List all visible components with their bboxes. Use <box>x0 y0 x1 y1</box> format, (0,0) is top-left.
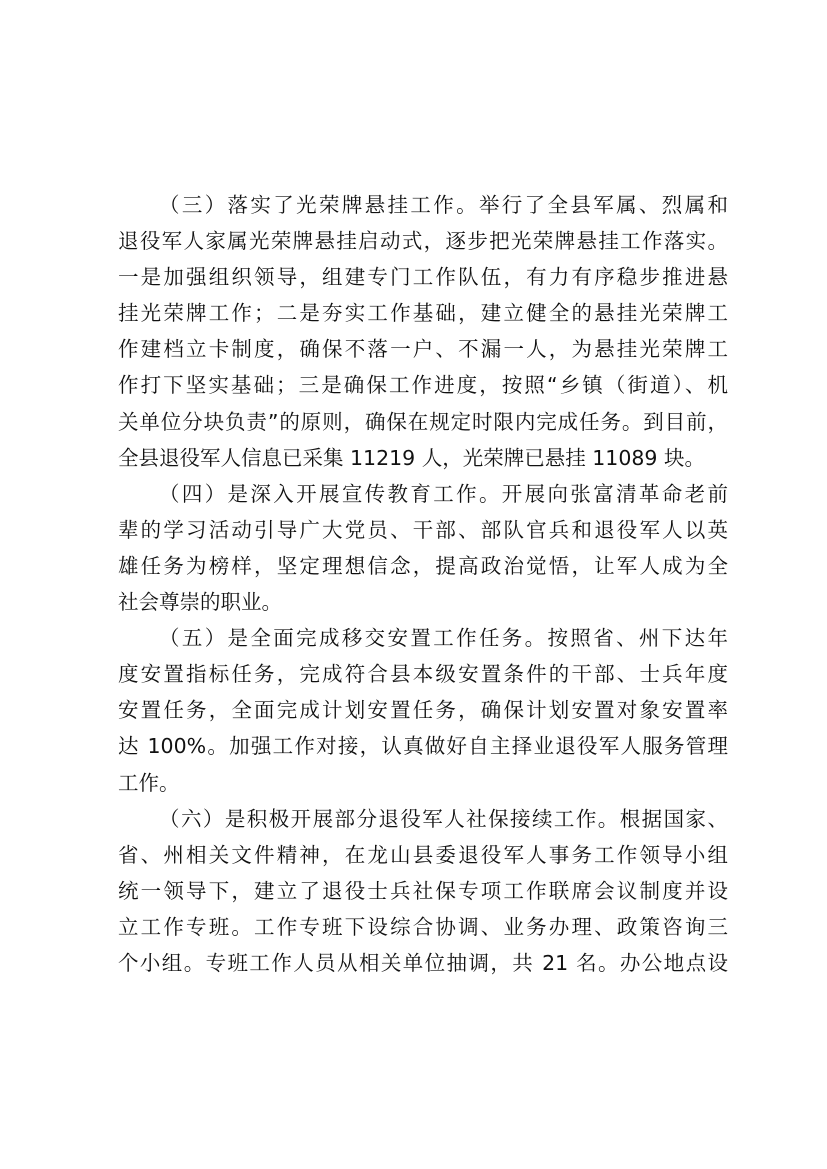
paragraph-line: 挂光荣牌工作；二是夯实工作基础，建立健全的悬挂光荣牌工 <box>118 301 728 326</box>
paragraph-line: 安置任务，全面完成计划安置任务，确保计划安置对象安置率 <box>118 698 728 723</box>
paragraph-line: 立工作专班。工作专班下设综合协调、业务办理、政策咨询三 <box>118 914 728 939</box>
paragraph-line: （六）是积极开展部分退役军人社保接续工作。根据国家、 <box>159 806 728 831</box>
paragraph-line: 全县退役军人信息已采集 11219 人，光荣牌已悬挂 11089 块。 <box>118 445 705 470</box>
paragraph-line: 统一领导下，建立了退役士兵社保专项工作联席会议制度并设 <box>118 878 728 903</box>
paragraph-line: 作打下坚实基础；三是确保工作进度，按照“乡镇（街道）、机 <box>118 373 728 398</box>
paragraph-line: 省、州相关文件精神，在龙山县委退役军人事务工作领导小组 <box>118 842 728 867</box>
paragraph-line: 雄任务为榜样，坚定理想信念，提高政治觉悟，让军人成为全 <box>118 553 728 578</box>
paragraph-honor-plaque <box>118 187 728 476</box>
paragraph-line: （五）是全面完成移交安置工作任务。按照省、州下达年 <box>159 626 728 651</box>
paragraph-line: （四）是深入开展宣传教育工作。开展向张富清革命老前 <box>159 481 728 506</box>
paragraph-line: 度安置指标任务，完成符合县本级安置条件的干部、士兵年度 <box>118 662 728 687</box>
paragraph-line: 社会尊崇的职业。 <box>118 590 282 615</box>
paragraph-line: 退役军人家属光荣牌悬挂启动式，逐步把光荣牌悬挂工作落实。 <box>118 229 728 254</box>
paragraph-line: 一是加强组织领导，组建专门工作队伍，有力有序稳步推进悬 <box>118 265 728 290</box>
paragraph-line: 作建档立卡制度，确保不落一户、不漏一人，为悬挂光荣牌工 <box>118 337 728 362</box>
document-body <box>118 187 728 981</box>
paragraph-line: （三）落实了光荣牌悬挂工作。举行了全县军属、烈属和 <box>159 193 728 217</box>
paragraph-placement <box>118 620 728 800</box>
paragraph-line: 关单位分块负责”的原则，确保在规定时限内完成任务。到目前， <box>118 409 728 434</box>
paragraph-social-security <box>118 801 728 981</box>
paragraph-line: 达 100%。加强工作对接，认真做好自主择业退役军人服务管理 <box>118 734 728 759</box>
paragraph-line: 工作。 <box>118 770 180 795</box>
paragraph-line: 个小组。专班工作人员从相关单位抽调，共 21 名。办公地点设 <box>118 950 728 975</box>
paragraph-publicity-education <box>118 476 728 620</box>
paragraph-line: 辈的学习活动引导广大党员、干部、部队官兵和退役军人以英 <box>118 517 728 542</box>
